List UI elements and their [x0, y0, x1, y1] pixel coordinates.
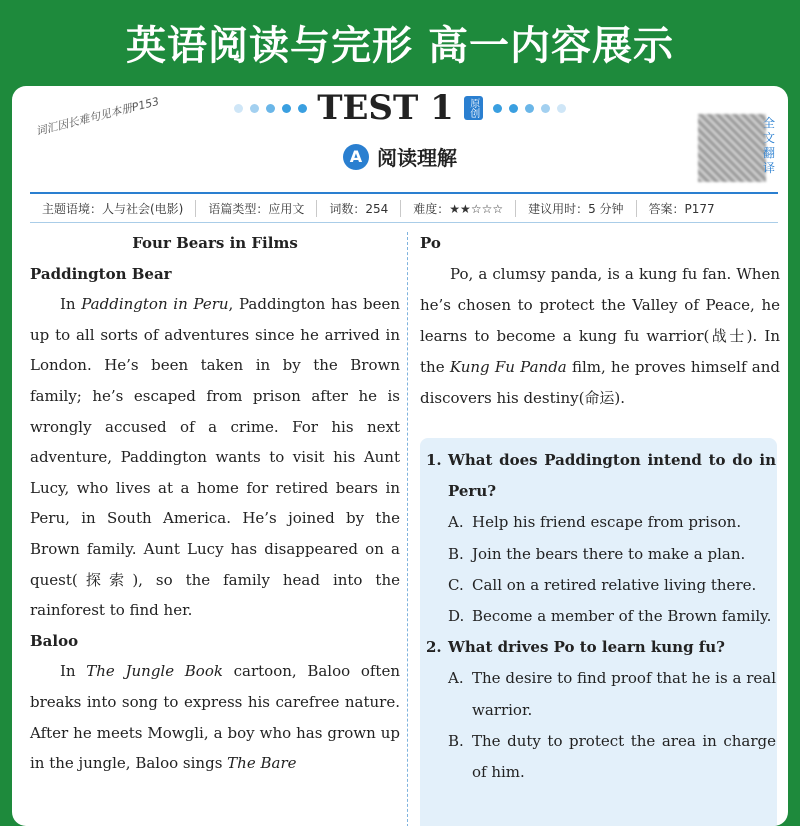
- info-theme: 主题语境：人与社会(电影): [30, 200, 196, 217]
- info-time: 建议用时：5 分钟: [516, 200, 636, 217]
- passage-right-column: [420, 228, 780, 414]
- section-heading-baloo: Baloo: [30, 631, 79, 650]
- section-heading-paddington: Paddington Bear: [30, 264, 172, 283]
- paragraph-baloo: In The Jungle Book cartoon, Baloo often breaks into song to express his carefree nature. After he meets Mowgli, a boy who has grown up in the jungle, Baloo sings The Bare: [30, 662, 400, 773]
- question-2: 2. What drives Po to learn kung fu?: [426, 638, 725, 657]
- qr-code-image: [698, 114, 766, 182]
- section-title: 阅读理解: [377, 146, 457, 170]
- info-answer-page: 答案：P177: [648, 201, 715, 216]
- question-1: 1. What does Paddington intend to do in Peru?: [426, 451, 776, 501]
- vocab-stamp: 词汇因长难句见本册P153: [34, 94, 161, 139]
- original-badge: 原创: [464, 96, 483, 120]
- right-dots-decoration: [493, 104, 566, 113]
- test-title: TEST 1: [317, 88, 454, 128]
- qr-label: 全文翻译: [763, 116, 776, 175]
- paragraph-po: Po, a clumsy panda, is a kung fu fan. When he’s chosen to protect the Valley of Peace, he learns to become a kung fu warrior(战士). In the Kung Fu Panda film, he proves himself and discovers his destiny(命运).: [420, 265, 780, 407]
- info-word-count: 词数：254: [317, 200, 401, 217]
- section-heading-po: Po: [420, 234, 441, 252]
- q1-option-a[interactable]: A. Help his friend escape from prison.: [448, 513, 742, 532]
- questions-list: [426, 445, 776, 788]
- column-divider: [407, 232, 408, 826]
- q1-option-c[interactable]: C. Call on a retired relative living there.: [448, 575, 757, 594]
- info-bar: [30, 192, 778, 223]
- q1-option-d[interactable]: D. Become a member of the Brown family.: [448, 607, 772, 626]
- q2-option-b[interactable]: B. The duty to protect the area in charge of him.: [448, 731, 776, 782]
- passage-left-column: [30, 228, 400, 779]
- book-page: [12, 86, 788, 826]
- banner-title: 英语阅读与完形 高一内容展示: [126, 23, 674, 69]
- q1-option-b[interactable]: B. Join the bears there to make a plan.: [448, 544, 746, 563]
- left-dots-decoration: [234, 104, 307, 113]
- section-letter-badge: A: [343, 144, 369, 170]
- test-header: [12, 88, 788, 128]
- paragraph-paddington: In Paddington in Peru, Paddington has been up to all sorts of adventures since he arrived in London. He’s been taken in by the Brown family; he’s escaped from prison after he is wrongly accused of a crime. For his next adventure, Paddington wants to visit his Aunt Lucy, who lives at a home for retired bears in Peru, in South America. He’s joined by the Brown family. Aunt Lucy has disappeared on a quest(探索), so the family head into the rainforest to find her.: [30, 295, 400, 620]
- info-difficulty: 难度：★★☆☆☆: [401, 200, 516, 217]
- section-header: [12, 142, 788, 171]
- passage-title: Four Bears in Films: [132, 234, 298, 252]
- q2-option-a[interactable]: A. The desire to find proof that he is a real warrior.: [448, 669, 776, 719]
- info-text-type: 语篇类型：应用文: [196, 200, 317, 217]
